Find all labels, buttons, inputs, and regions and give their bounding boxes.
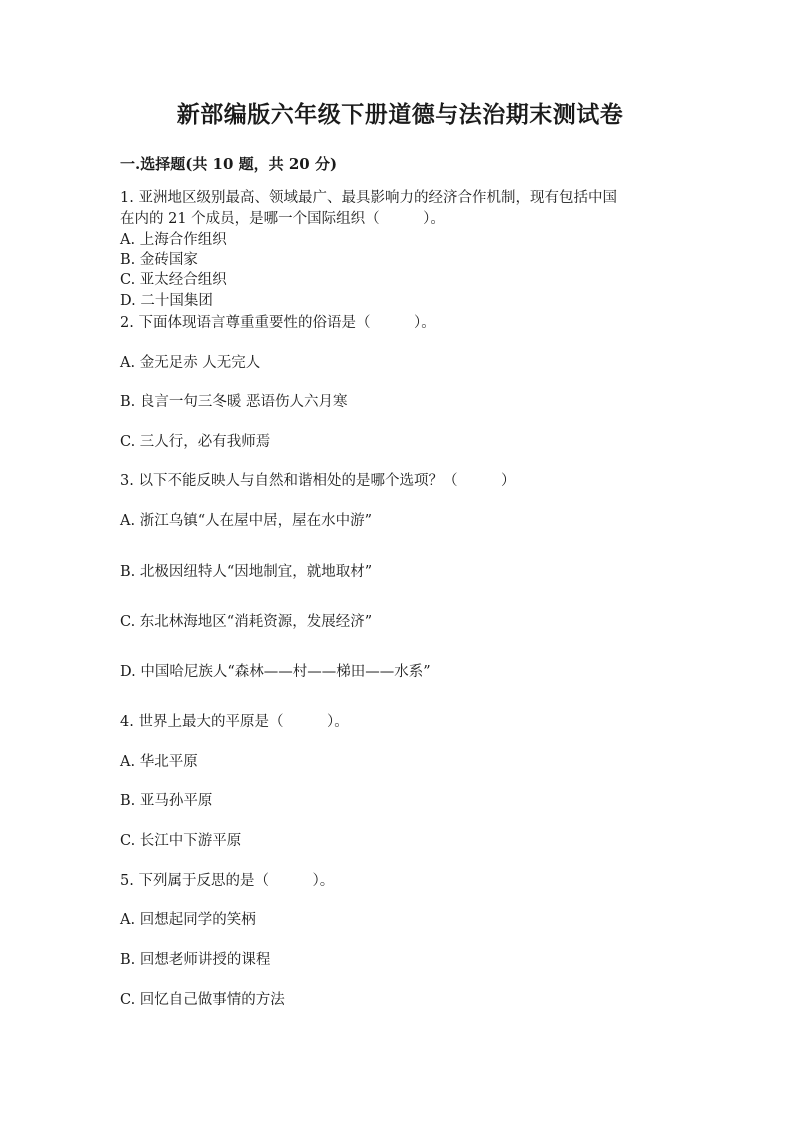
question-5-stem: 5. 下列属于反思的是（ ）。 [120,873,335,889]
question-4-option-c: C. 长江中下游平原 [120,833,242,849]
question-3-option-a: A. 浙江乌镇“人在屋中居，屋在水中游” [120,513,373,529]
question-3-option-b: B. 北极因纽特人“因地制宜，就地取材” [120,564,373,580]
question-1-option-b: B. 金砖国家 [120,252,198,268]
question-3-option-d: D. 中国哈尼族人“森林——村——梯田——水系” [120,664,431,680]
question-5-option-c: C. 回忆自己做事情的方法 [120,992,285,1008]
question-1-option-d: D. 二十国集团 [120,293,213,309]
question-4-stem: 4. 世界上最大的平原是（ ）。 [120,714,349,730]
question-3-stem: 3. 以下不能反映人与自然和谐相处的是哪个选项？（ ） [120,473,516,489]
section-heading: 一.选择题(共 10 题，共 20 分) [120,155,338,173]
question-2-stem: 2. 下面体现语言尊重重要性的俗语是（ ）。 [120,315,436,331]
question-5-option-b: B. 回想老师讲授的课程 [120,952,271,968]
question-1-option-a: A. 上海合作组织 [120,232,227,248]
question-4-option-b: B. 亚马孙平原 [120,793,213,809]
question-1-stem-line1: 1. 亚洲地区级别最高、领域最广、最具影响力的经济合作机制，现有包括中国 [120,190,617,206]
question-4-option-a: A. 华北平原 [120,754,198,770]
question-2-option-b: B. 良言一句三冬暖 恶语伤人六月寒 [120,394,348,410]
question-3-option-c: C. 东北林海地区“消耗资源，发展经济” [120,614,373,630]
question-1-stem-line2: 在内的 21 个成员，是哪一个国际组织（ ）。 [120,211,445,227]
question-2-option-c: C. 三人行，必有我师焉 [120,434,271,450]
question-5-option-a: A. 回想起同学的笑柄 [120,912,256,928]
question-1-option-c: C. 亚太经合组织 [120,272,227,288]
page-title: 新部编版六年级下册道德与法治期末测试卷 [176,101,624,128]
question-2-option-a: A. 金无足赤 人无完人 [120,355,261,371]
